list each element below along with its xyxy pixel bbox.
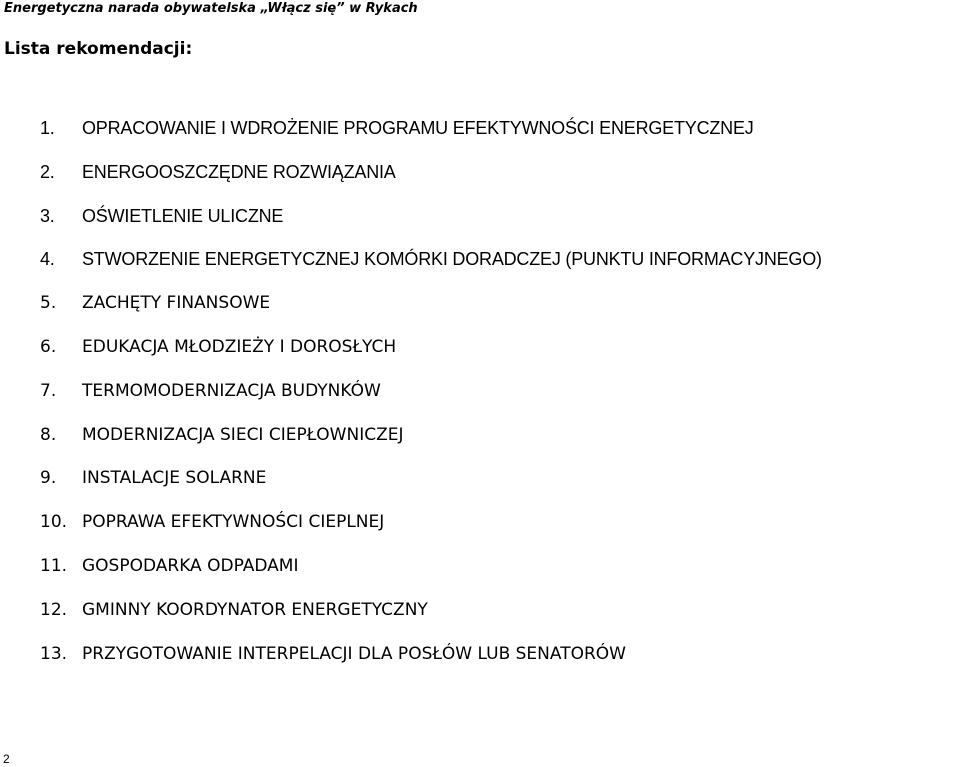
list-item xyxy=(40,555,822,599)
item-text: ZACHĘTY FINANSOWE xyxy=(82,293,271,314)
item-number: 2. xyxy=(40,161,55,182)
item-number: 9. xyxy=(40,468,57,489)
item-number: 3. xyxy=(40,205,55,226)
list-item xyxy=(40,336,822,380)
list-item xyxy=(40,511,822,555)
item-number: 13. xyxy=(40,643,68,664)
item-text: OPRACOWANIE I WDROŻENIE PROGRAMU EFEKTYWNOŚCI ENERGETYCZNEJ xyxy=(82,118,754,138)
list-item xyxy=(40,599,822,643)
item-text: POPRAWA EFEKTYWNOŚCI CIEPLNEJ xyxy=(82,512,385,533)
list-item xyxy=(40,467,822,511)
item-number: 8. xyxy=(40,424,57,445)
list-item xyxy=(40,643,822,687)
item-text: ENERGOOSZCZĘDNE ROZWIĄZANIA xyxy=(82,161,396,182)
document-header: Energetyczna narada obywatelska „Włącz się” w Rykach xyxy=(4,1,418,16)
item-text: GMINNY KOORDYNATOR ENERGETYCZNY xyxy=(82,599,428,620)
item-number: 6. xyxy=(40,336,57,357)
item-text: STWORZENIE ENERGETYCZNEJ KOMÓRKI DORADCZEJ (PUNKTU INFORMACYJNEGO) xyxy=(82,249,822,270)
item-number: 12. xyxy=(40,599,68,620)
item-text: GOSPODARKA ODPADAMI xyxy=(82,555,299,576)
item-number: 11. xyxy=(40,555,68,576)
item-text: INSTALACJE SOLARNE xyxy=(82,468,267,489)
list-item xyxy=(40,292,822,336)
item-text: MODERNIZACJA SIECI CIEPŁOWNICZEJ xyxy=(82,424,404,445)
list-item xyxy=(40,117,822,161)
list-title: Lista rekomendacji: xyxy=(4,39,193,59)
item-number: 10. xyxy=(40,512,68,533)
item-text: TERMOMODERNIZACJA BUDYNKÓW xyxy=(82,380,381,401)
page-number: 2 xyxy=(3,752,10,766)
list-item xyxy=(40,205,822,249)
item-number: 1. xyxy=(40,118,55,138)
item-text: OŚWIETLENIE ULICZNE xyxy=(82,205,284,226)
item-number: 5. xyxy=(40,293,57,314)
item-number: 4. xyxy=(40,249,55,270)
list-item xyxy=(40,248,822,292)
item-text: PRZYGOTOWANIE INTERPELACJI DLA POSŁÓW LUB SENATORÓW xyxy=(82,643,626,664)
list-item xyxy=(40,380,822,424)
item-number: 7. xyxy=(40,380,57,401)
recommendation-list xyxy=(40,117,822,686)
list-item xyxy=(40,161,822,205)
list-item xyxy=(40,424,822,468)
item-text: EDUKACJA MŁODZIEŻY I DOROSŁYCH xyxy=(82,336,397,357)
